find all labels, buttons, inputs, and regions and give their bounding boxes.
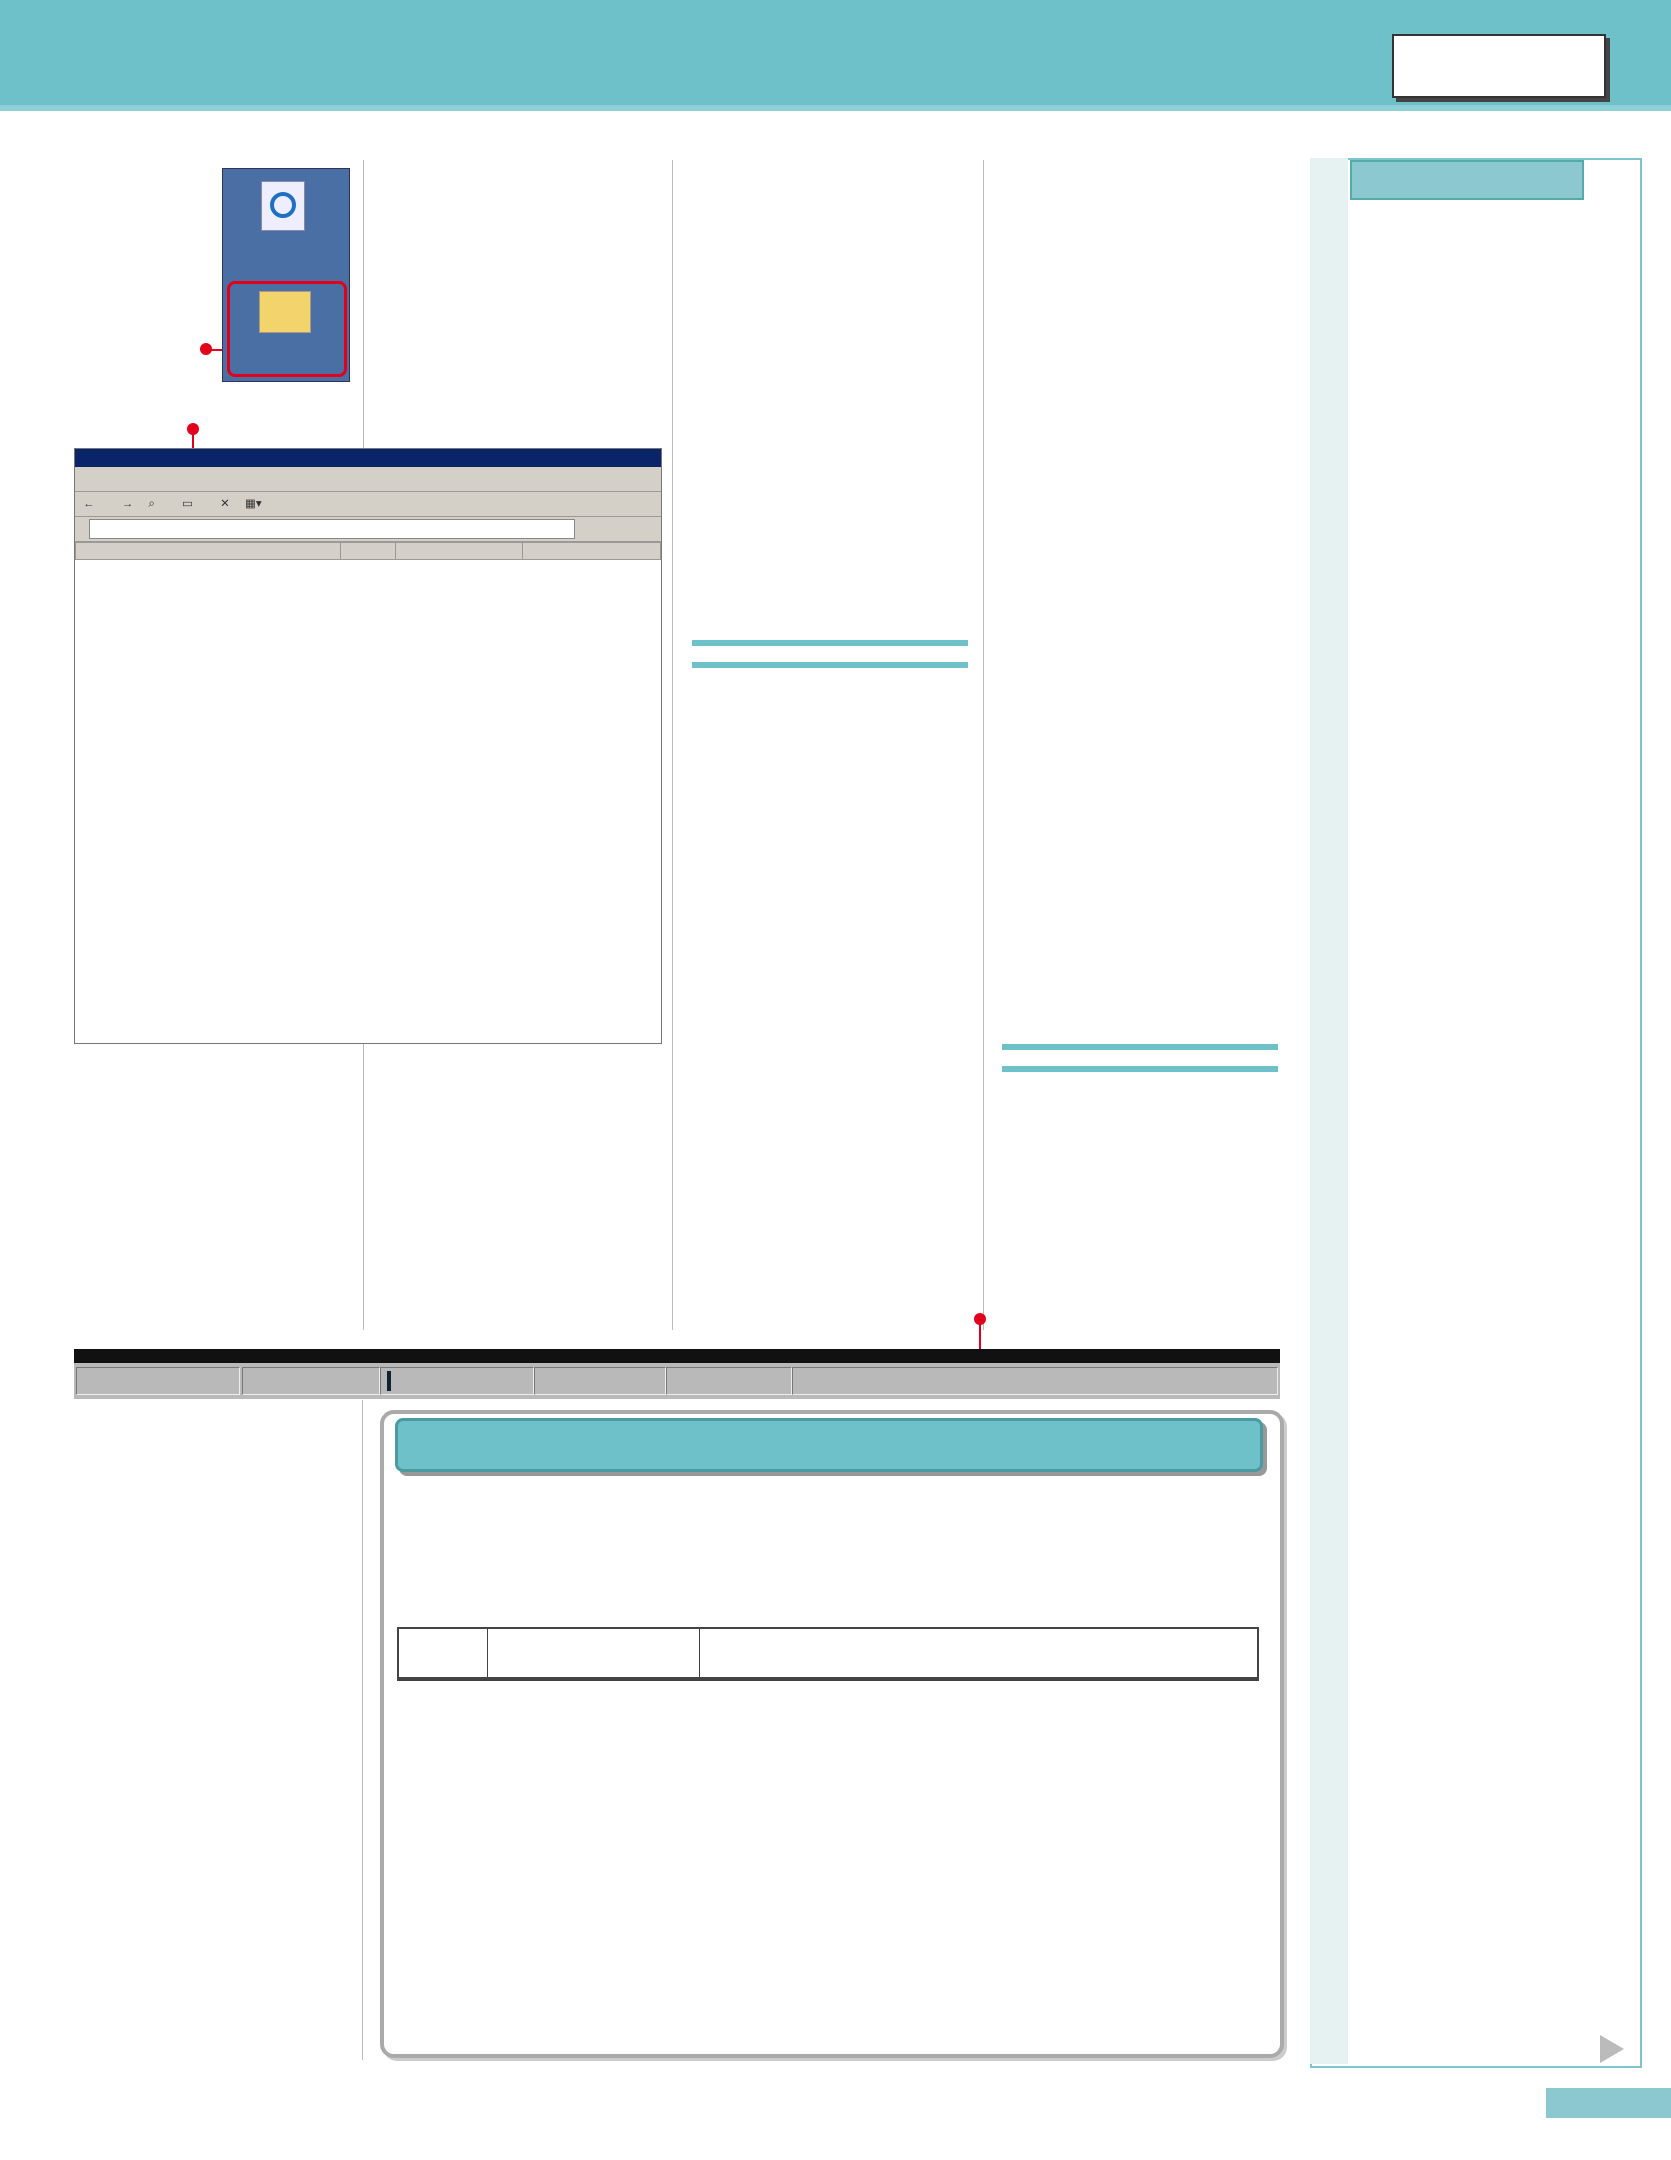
explorer-titlebar	[75, 449, 661, 467]
status-speed	[534, 1367, 666, 1395]
browser-status-bar	[74, 1349, 1280, 1399]
file-list-body	[76, 560, 661, 579]
folder-icon	[259, 291, 311, 333]
column-header-type[interactable]	[396, 543, 523, 560]
html-file-icon	[261, 181, 305, 231]
col3-paragraph	[692, 172, 968, 199]
back-button[interactable]: ←	[83, 498, 98, 510]
file-row[interactable]	[76, 560, 661, 579]
column-rule	[362, 1400, 363, 2060]
col3-text	[692, 172, 968, 199]
status-time	[666, 1367, 792, 1395]
file-size	[341, 560, 396, 579]
address-input[interactable]	[89, 519, 575, 539]
explorer-window	[74, 448, 662, 1044]
glossary-band	[1310, 158, 1348, 2064]
http-codes-table	[397, 1627, 1259, 1681]
continue-arrow-icon	[1600, 2035, 1624, 2063]
glossary-title	[1350, 160, 1584, 200]
callout-line	[979, 1318, 981, 1350]
http-codes-header	[399, 1629, 1257, 1679]
file-modified	[523, 560, 661, 579]
views-icon[interactable]: ▦▾	[244, 498, 262, 510]
pull-quote-url	[692, 640, 968, 668]
column-header-name[interactable]	[76, 543, 341, 560]
explorer-toolbar	[75, 492, 661, 517]
status-total	[380, 1367, 534, 1395]
desktop-icons	[222, 168, 350, 382]
file-name	[76, 560, 341, 579]
page-number-bar	[1546, 2088, 1671, 2118]
section-badge	[1392, 34, 1606, 98]
folders-button[interactable]: ▭	[182, 498, 197, 510]
delete-icon[interactable]: ✕	[220, 498, 230, 510]
search-button[interactable]: ⌕	[148, 498, 159, 510]
glossary-sidebar	[1310, 158, 1642, 2068]
status-images	[242, 1367, 380, 1395]
column-rule	[983, 160, 984, 1330]
forward-icon[interactable]: →	[121, 498, 134, 510]
status-message	[792, 1367, 1278, 1395]
callout-line	[206, 349, 222, 351]
file-list	[75, 542, 661, 578]
pull-quote-http11	[1002, 1044, 1278, 1072]
explorer-menubar	[75, 467, 661, 492]
column-header-modified[interactable]	[523, 543, 661, 560]
column-rule	[672, 160, 673, 1330]
status-document	[76, 1367, 240, 1395]
address-bar	[75, 517, 661, 542]
file-type	[396, 560, 523, 579]
column-header-size[interactable]	[341, 543, 396, 560]
captas-title	[395, 1418, 1263, 1472]
captas-box	[380, 1410, 1284, 2058]
